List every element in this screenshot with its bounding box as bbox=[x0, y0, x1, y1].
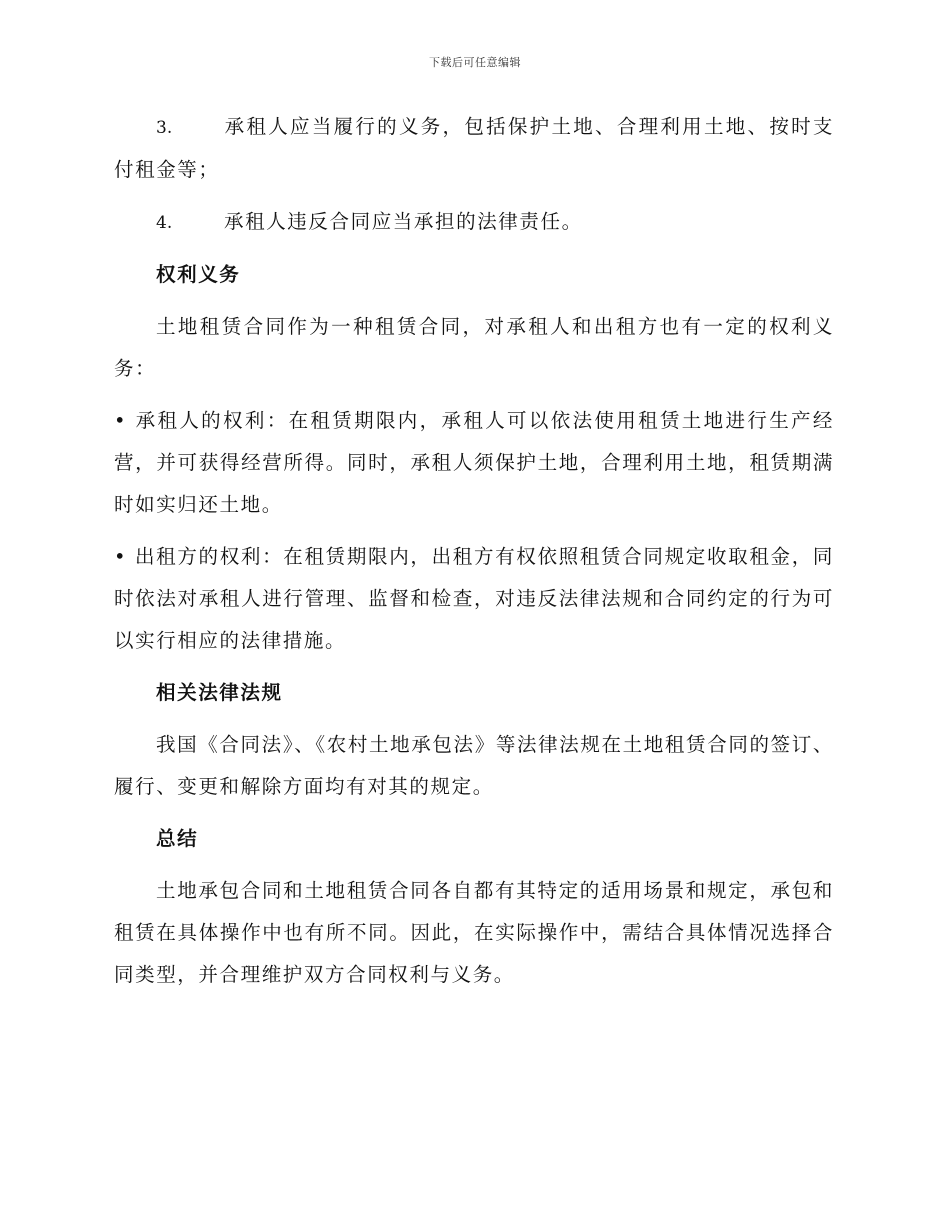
summary-paragraph: 土地承包合同和土地租赁合同各自都有其特定的适用场景和规定，承包和租赁在具体操作中也有所不同。因此，在实际操作中，需结合具体情况选择合同类型，并合理维护双方合同权利与义务。 bbox=[114, 879, 834, 986]
section-heading-summary: 总结 bbox=[156, 827, 199, 850]
page-header: 下载后可任意编辑 bbox=[429, 56, 521, 69]
bullet-paragraph-lessee-rights: • 承租人的权利：在租赁期限内，承租人可以依法使用租赁土地进行生产经营，并可获得经营所得。同时，承租人须保护土地，合理利用土地，租赁期满时如实归还土地。 bbox=[114, 409, 834, 516]
list-item-number: 4. bbox=[156, 213, 173, 233]
rights-intro-paragraph: 土地租赁合同作为一种租赁合同，对承租人和出租方也有一定的权利义务： bbox=[114, 315, 834, 380]
list-item-text: 承租人违反合同应当承担的法律责任。 bbox=[224, 210, 583, 233]
section-heading-laws: 相关法律法规 bbox=[156, 681, 283, 704]
laws-paragraph: 我国《合同法》、《农村土地承包法》等法律法规在土地租赁合同的签订、履行、变更和解除方面均有对其的规定。 bbox=[114, 733, 834, 798]
list-item-number: 3. bbox=[156, 118, 173, 138]
bullet-paragraph-lessor-rights: • 出租方的权利：在租赁期限内，出租方有权依照租赁合同规定收取租金，同时依法对承租人进行管理、监督和检查，对违反法律法规和合同约定的行为可以实行相应的法律措施。 bbox=[114, 545, 834, 652]
list-item bbox=[114, 201, 834, 244]
list-item-text: 承租人应当履行的义务，包括保护土地、合理利用土地、按时支付租金等； bbox=[114, 115, 834, 181]
section-heading-rights: 权利义务 bbox=[156, 263, 241, 286]
document-body bbox=[114, 106, 834, 1006]
list-item bbox=[114, 106, 834, 191]
